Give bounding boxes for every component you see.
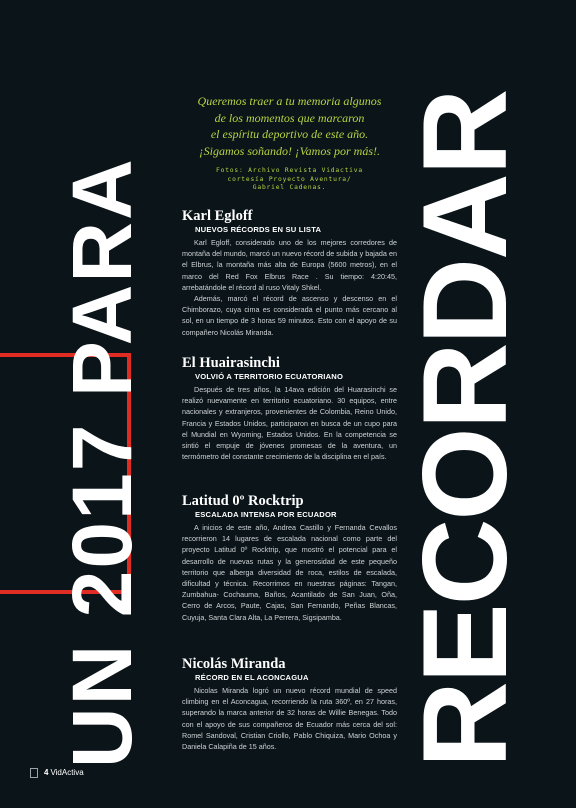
article-paragraph: Además, marcó el récord de ascenso y descenso en el Chimborazo, cuya cima es considerada el punto más cercano al sol, en un tiempo de 3 horas 59 minutos. Esto con el apoyo de su compañero Nicolás Miranda.	[182, 294, 397, 337]
article-title: Nicolás Miranda	[182, 656, 286, 672]
magazine-name: VidActiva	[50, 768, 84, 777]
article-title: Karl Egloff	[182, 208, 253, 224]
article-subtitle: NUEVOS RÉCORDS EN SU LISTA	[195, 225, 322, 234]
article-subtitle: VOLVIÓ A TERRITORIO ECUATORIANO	[195, 372, 344, 381]
article-subtitle: RÉCORD EN EL ACONCAGUA	[195, 673, 309, 682]
article-nicolas-miranda	[182, 656, 397, 752]
article-latitud-rocktrip	[182, 493, 397, 623]
article-body	[182, 384, 397, 462]
red-frame-top-edge	[0, 353, 28, 357]
red-frame-bottom-edge	[0, 590, 28, 594]
page-number: 4	[44, 768, 49, 777]
article-body	[182, 685, 397, 752]
article-body	[182, 522, 397, 623]
article-title: Latitud 0º Rocktrip	[182, 493, 304, 509]
article-karl-egloff	[182, 208, 397, 338]
page-folio	[44, 768, 84, 777]
folio-marker-icon	[30, 768, 38, 778]
article-huairasinchi	[182, 355, 397, 462]
intro-line: Queremos traer a tu memoria algunos	[197, 94, 382, 108]
vertical-title-left: UN 2017 PARA	[55, 157, 149, 768]
article-paragraph: Después de tres años, la 14ava edición del Huarasinchi se realizó nuevamente en territorio ecuatoriano. 30 equipos, entre nacionales y extranjeros, provenientes de Colombia, Reino Unido, Francia y Estados Unidos, participaron en busca de un cupo para el Mundial en Wyoming, Estados Unidos. En la competencia se sintió el empuje de jóvenes promesas de la aventura, un termómetro del constante crecimiento de la disciplina en el país.	[182, 385, 397, 462]
article-paragraph: Karl Egloff, considerado uno de los mejores corredores de montaña del mundo, marcó un nuevo récord de subida y bajada en el Elbrus, la montaña más alta de Europa (5600 metros), en el marco del Red Fox Elbrus Race . Su tiempo: 4:20:45, arrebatándole el récord al ruso Vitaly Shkel.	[182, 238, 397, 292]
intro-line: de los momentos que marcaron	[214, 110, 365, 125]
credit-line: Gabriel Cadenas.	[252, 184, 327, 191]
article-paragraph: A inicios de este año, Andrea Castillo y Fernanda Cevallos recorrieron 14 lugares de escalada nacional como parte del proyecto Latitud 0º Rocktrip, que mostró el potencial para el desarrollo de nuevas rutas y la generosidad de este pequeño territorio que alberga diversidad de roca, estilos de escalada, dificultad y técnica. Recorrimos en nuestras páginas: Tangan, Zumbahua- Cochauma, Baños, Acantilado de San Juan, Oña, Cerro de Arcos, Paute, Cajas, San Fernando, Peñas Blancas, Cuyuja, Santa Clara Alta, La Perrera, Sigsipamba.	[182, 523, 397, 622]
article-subtitle: ESCALADA INTENSA POR ECUADOR	[195, 510, 337, 519]
vertical-title-right: RECORDAR	[398, 90, 532, 768]
credit-line: cortesía Proyecto Aventura/	[227, 175, 352, 183]
intro-line: el espíritu deportivo de este año.	[210, 127, 369, 141]
intro-line: ¡Sigamos soñando! ¡Vamos por más!.	[198, 143, 380, 158]
intro-text	[182, 93, 397, 159]
article-paragraph: Nicolas Miranda logró un nuevo récord mundial de speed climbing en el Aconcagua, recorriendo la ruta 360º, en 27 horas, superando la marca anterior de 32 horas de Willie Benegas. Todo con el apoyo de sus compañeros de Ecuador más cerca del sol: Romel Sandoval, Cristian Criollo, Pablo Chiquiza, Mario Ochoa y Daniela Calapiña de 15 años.	[182, 686, 397, 752]
credit-line: Fotos: Archivo Revista Vidactiva	[216, 167, 363, 174]
photo-credits	[182, 167, 397, 193]
article-body	[182, 237, 397, 338]
article-title: El Huairasinchi	[182, 355, 280, 371]
